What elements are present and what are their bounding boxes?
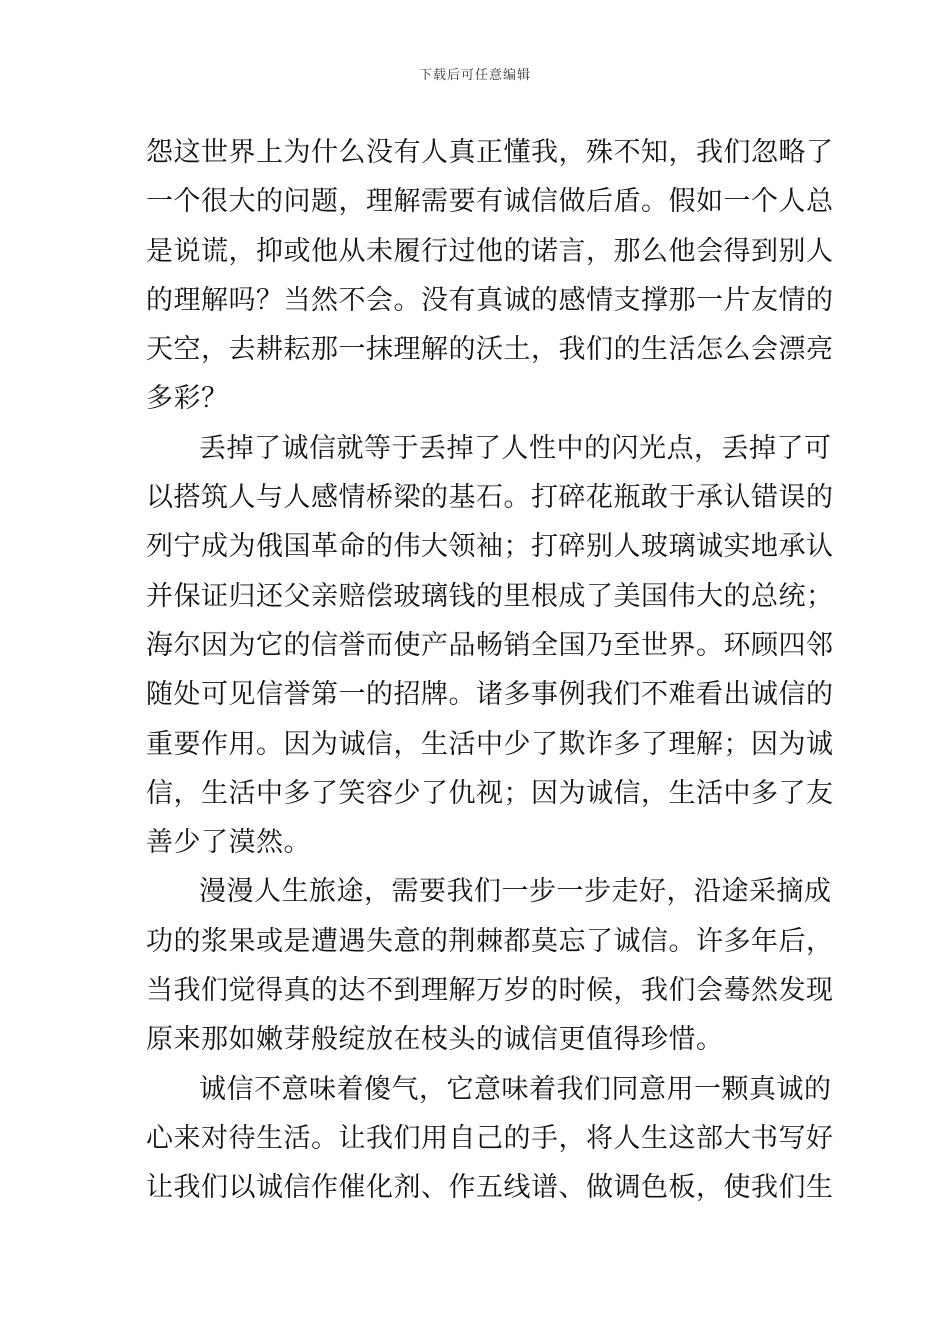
- text-line: 是说谎，抑或他从未履行过他的诺言，那么他会得到别人: [146, 235, 834, 267]
- text-line: 功的浆果或是遭遇失意的荆棘都莫忘了诚信。许多年后，: [146, 925, 834, 957]
- text-line: 原来那如嫩芽般绽放在枝头的诚信更值得珍惜。: [146, 1024, 724, 1056]
- text-line: 随处可见信誉第一的招牌。诸多事例我们不难看出诚信的: [146, 679, 834, 711]
- text-line: 以搭筑人与人感情桥梁的基石。打碎花瓶敢于承认错误的: [146, 482, 834, 514]
- text-line: 并保证归还父亲赔偿玻璃钱的里根成了美国伟大的总统；: [146, 580, 834, 612]
- paragraph-first-line: 诚信不意味着傻气，它意味着我们同意用一颗真诚的: [199, 1073, 832, 1105]
- text-line: 天空，去耕耘那一抹理解的沃土，我们的生活怎么会漂亮: [146, 334, 834, 366]
- text-line: 一个很大的问题，理解需要有诚信做后盾。假如一个人总: [146, 186, 834, 218]
- text-line: 让我们以诚信作催化剂、作五线谱、做调色板，使我们生: [146, 1172, 834, 1204]
- text-line: 心来对待生活。让我们用自己的手，将人生这部大书写好: [146, 1122, 834, 1154]
- paragraph-first-line: 丢掉了诚信就等于丢掉了人性中的闪光点，丢掉了可: [199, 432, 832, 464]
- paragraph-first-line: 漫漫人生旅途，需要我们一步一步走好，沿途采摘成: [199, 876, 832, 908]
- text-line: 善少了漠然。: [146, 827, 311, 859]
- text-line: 当我们觉得真的达不到理解万岁的时候，我们会蓦然发现: [146, 975, 834, 1007]
- text-line: 怨这世界上为什么没有人真正懂我，殊不知，我们忽略了: [146, 137, 834, 168]
- text-line: 重要作用。因为诚信，生活中少了欺诈多了理解；因为诚: [146, 728, 834, 760]
- text-line: 列宁成为俄国革命的伟大领袖；打碎别人玻璃诚实地承认: [146, 531, 834, 563]
- text-line: 多彩？: [146, 383, 229, 415]
- page-header: 下载后可任意编辑: [418, 68, 531, 83]
- text-line: 信，生活中多了笑容少了仇视；因为诚信，生活中多了友: [146, 777, 834, 809]
- text-line: 的理解吗？当然不会。没有真诚的感情支撑那一片友情的: [146, 284, 834, 316]
- text-line: 海尔因为它的信誉而使产品畅销全国乃至世界。环顾四邻: [146, 629, 834, 661]
- article-body: [146, 128, 834, 1213]
